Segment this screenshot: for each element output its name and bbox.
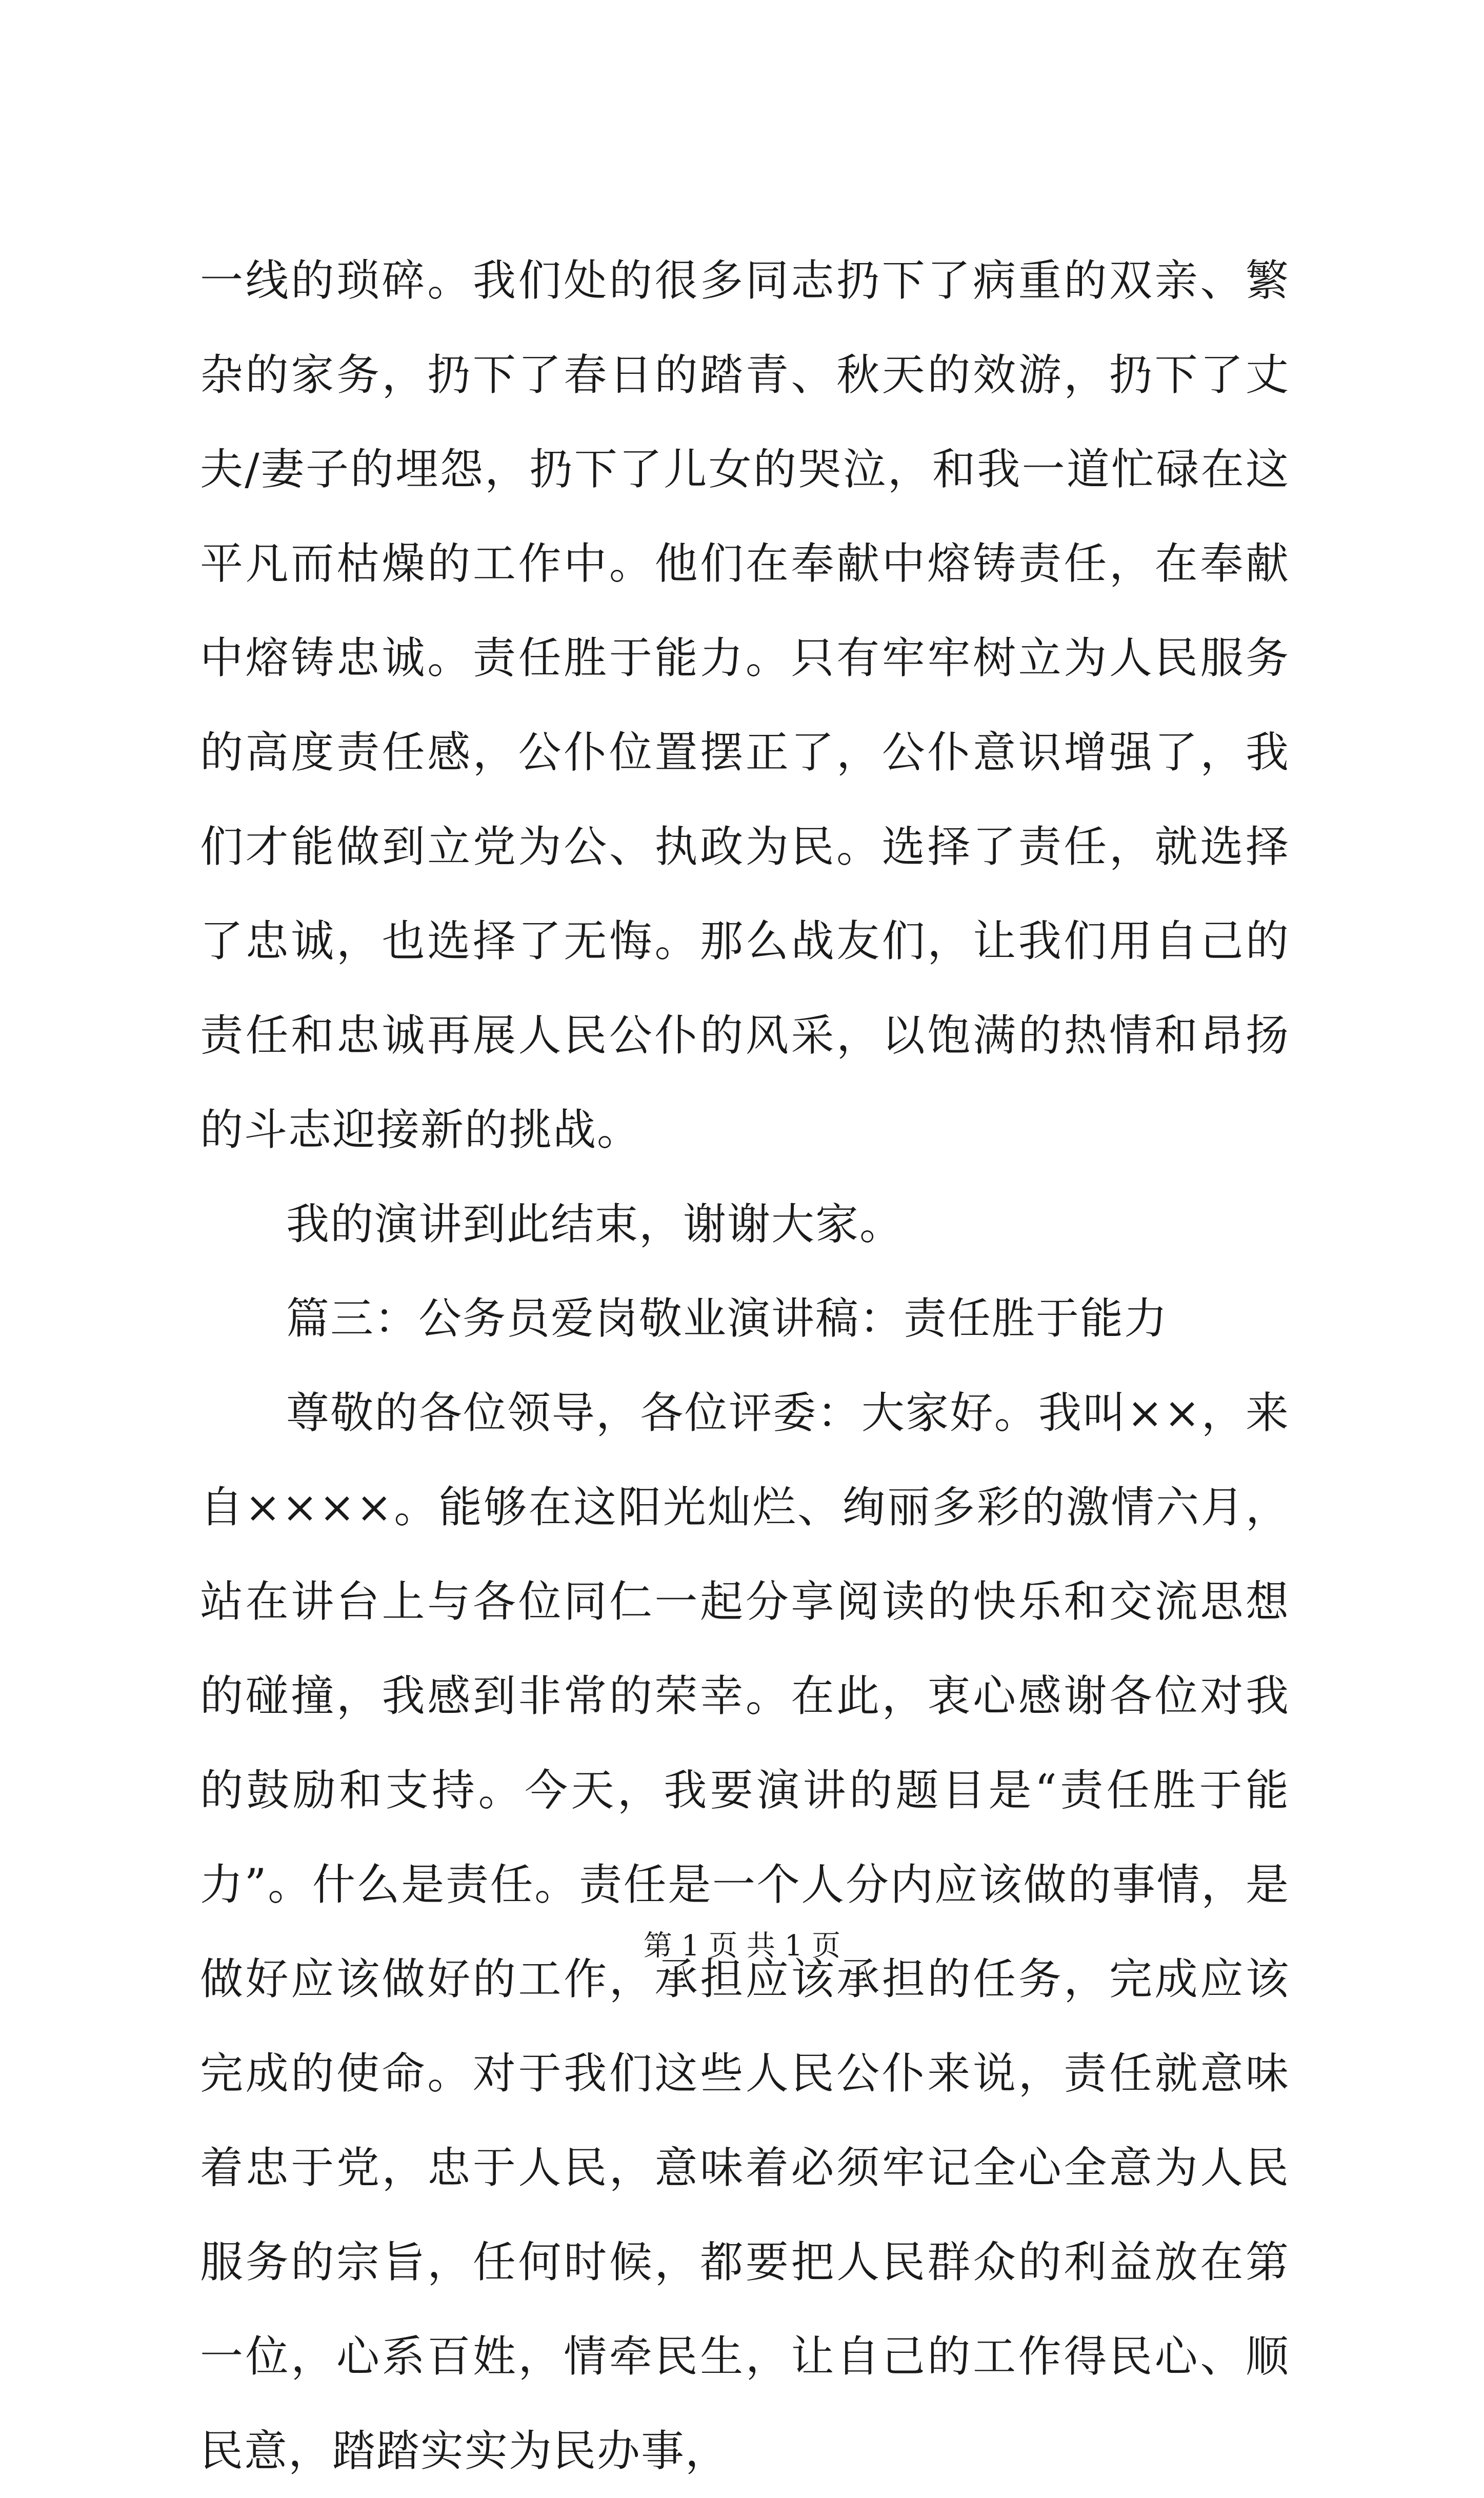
paragraph-closing: 我的演讲到此结束，谢谢大家。 — [286, 1199, 904, 1249]
paragraph-continuation: 一线的琐碎。我们处的很多同志扔下了病重的双亲、繁杂的家务，扔下了春日的踏青、秋天的效游，扔下了丈夫/妻子的埋怨，扔下了儿女的哭泣，和我一道忙碌在这平凡而枯燥的工作中。他们在奉献中熔铸责任，在奉献中熔铸忠诚。责任胜于能力。只有牢牢树立为人民服务的高度责任感，公仆位置摆正了，公仆意识增强了，我们才能做到立党为公、执政为民。选择了责任，就选择了忠诚，也选择了无悔。那么战友们，让我们用自己的责任和忠诚再展人民公仆的风采，以饱满的热情和昂扬的斗志迎接新的挑战。 — [200, 255, 1290, 1155]
section-heading: 篇三：公务员爱岗敬业演讲稿：责任胜于能力 — [286, 1293, 1169, 1344]
paragraph-speech-body: 尊敬的各位领导，各位评委：大家好。我叫××，来自××××。能够在这阳光灿烂、绚丽多彩的激情六月，站在讲台上与各位同仁一起分享阅读的快乐和交流思想的碰撞，我感到非常的荣幸。在此，衷心感谢各位对我的鼓励和支持。今天，我要演讲的题目是“责任胜于能力”。什么是责任。责任是一个人分内应该做的事情，是做好应该做好的工作，承担应该承担的任务，完成应该完成的使命。对于我们这些人民公仆来说，责任就意味着忠于党，忠于人民，意味着必须牢记全心全意为人民服务的宗旨，任何时候，都要把人民群众的利益放在第一位，心系百姓，情牵民生，让自己的工作得民心、顺民意，踏踏实实为民办事， — [200, 1388, 1290, 2476]
document-body — [200, 233, 1290, 2498]
page-footer: 第 1 页 共 1 页 — [643, 1929, 841, 1963]
